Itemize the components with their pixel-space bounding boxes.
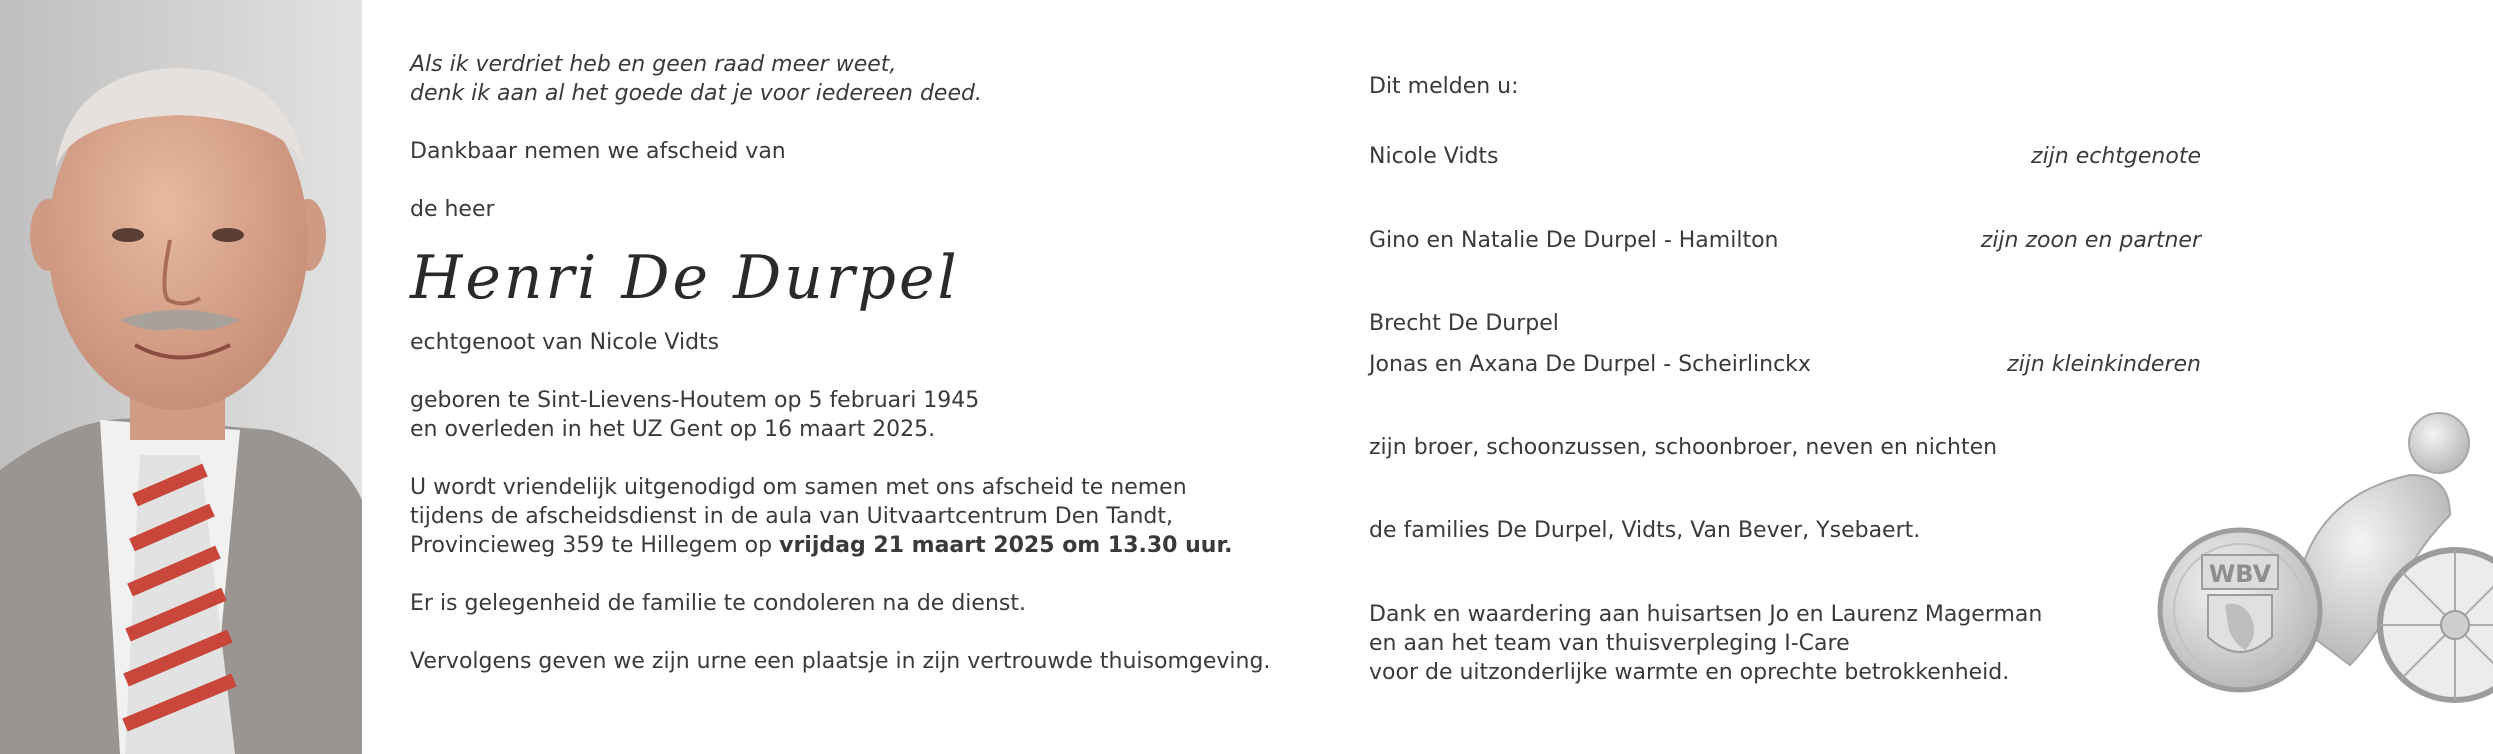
emblem-text: WBV <box>2208 560 2272 588</box>
invitation-address: Provincieweg 359 te Hillegem op <box>410 533 780 558</box>
portrait-photo <box>0 0 362 754</box>
family-role: zijn echtgenote <box>2031 144 2201 169</box>
invitation-line: U wordt vriendelijk uitgenodigd om samen met ons afscheid te nemen <box>410 475 1187 500</box>
obituary-main-text <box>410 50 1330 676</box>
family-role: zijn zoon en partner <box>1980 228 2201 253</box>
family-row <box>1369 350 2201 379</box>
thanks-line: Dankbaar nemen we afscheid van <box>410 139 786 164</box>
family-names: Gino en Natalie De Durpel - Hamilton <box>1369 228 1779 253</box>
gratitude-line: Dank en waardering aan huisartsen Jo en Laurenz Magerman <box>1369 602 2043 627</box>
death-line: en overleden in het UZ Gent op 16 maart 2025. <box>410 417 936 442</box>
deceased-name: Henri De Durpel <box>410 243 960 313</box>
family-row <box>1369 142 2201 171</box>
family-names: Jonas en Axana De Durpel - Scheirlinckx <box>1369 352 1811 377</box>
urn-line: Vervolgens geven we zijn urne een plaatsje in zijn vertrouwde thuisomgeving. <box>410 649 1271 674</box>
announcement-section <box>1369 72 2201 687</box>
quote-line: Als ik verdriet heb en geen raad meer weet, <box>410 52 897 77</box>
family-names: Brecht De Durpel <box>1369 311 1559 336</box>
quote-line: denk ik aan al het goede dat je voor iedereen deed. <box>410 81 982 106</box>
family-row <box>1369 226 2201 255</box>
gratitude-line: en aan het team van thuisverpleging I-Care <box>1369 631 1850 656</box>
family-names: Nicole Vidts <box>1369 144 1499 169</box>
service-datetime: vrijdag 21 maart 2025 om 13.30 uur. <box>779 533 1233 558</box>
birth-line: geboren te Sint-Lievens-Houtem op 5 februari 1945 <box>410 388 980 413</box>
gratitude-line: voor de uitzonderlijke warmte en oprechte betrokkenheid. <box>1369 660 2010 685</box>
family-role: zijn kleinkinderen <box>2007 352 2201 377</box>
announce-heading: Dit melden u: <box>1369 74 1519 99</box>
families-line: de families De Durpel, Vidts, Van Bever, Ysebaert. <box>1369 518 1921 543</box>
relatives-line: zijn broer, schoonzussen, schoonbroer, neven en nichten <box>1369 435 1998 460</box>
invitation-line <box>410 531 1330 560</box>
cyclist-medallion-icon <box>2150 405 2493 754</box>
honorific: de heer <box>410 197 495 222</box>
invitation-line: tijdens de afscheidsdienst in de aula van Uitvaartcentrum Den Tandt, <box>410 504 1173 529</box>
spouse-line: echtgenoot van Nicole Vidts <box>410 330 720 355</box>
condolence-line: Er is gelegenheid de familie te condoleren na de dienst. <box>410 591 1026 616</box>
